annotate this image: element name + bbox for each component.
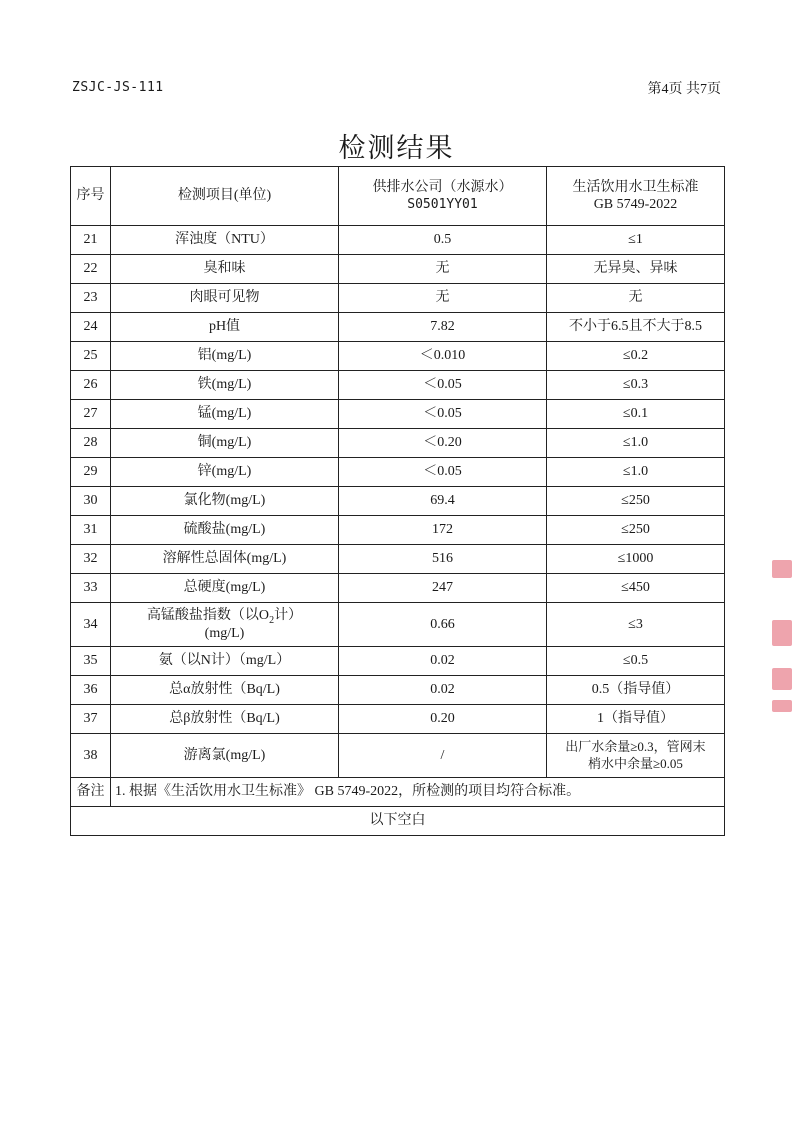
header-standard <box>547 167 725 226</box>
row-limit: ≤1000 <box>547 545 725 574</box>
row-limit: 无 <box>547 284 725 313</box>
header-item: 检测项目(单位) <box>111 167 339 226</box>
table-row <box>71 313 725 342</box>
row-number: 28 <box>71 429 111 458</box>
row-item: 氨（以N计）（mg/L） <box>111 647 339 676</box>
row-item: 总α放射性（Bq/L) <box>111 676 339 705</box>
row-result: 172 <box>339 516 547 545</box>
header-sample-id: S0501YY01 <box>407 196 478 212</box>
header-sample-name: 供排水公司（水源水） <box>372 180 513 196</box>
header-standard-name: 生活饮用水卫生标准 <box>572 179 699 195</box>
row-item: 游离氯(mg/L) <box>111 734 339 778</box>
table-row <box>71 429 725 458</box>
row-number: 36 <box>71 676 111 705</box>
row-result: 0.02 <box>339 647 547 676</box>
row-limit: ≤0.1 <box>547 400 725 429</box>
row-number: 38 <box>71 734 111 778</box>
row-item: 肉眼可见物 <box>111 284 339 313</box>
row-limit: ≤3 <box>547 603 725 647</box>
table-row <box>71 371 725 400</box>
row-item: pH值 <box>111 313 339 342</box>
row-limit: ≤1 <box>547 226 725 255</box>
row-number: 23 <box>71 284 111 313</box>
results-table <box>70 166 725 836</box>
row-item <box>111 603 339 647</box>
table-row <box>71 603 725 647</box>
row-item: 臭和味 <box>111 255 339 284</box>
row-number: 27 <box>71 400 111 429</box>
row-limit: ≤0.3 <box>547 371 725 400</box>
table-row <box>71 284 725 313</box>
note-label: 备注 <box>71 778 111 807</box>
row-item-subscript: 2 <box>269 614 275 626</box>
row-number: 24 <box>71 313 111 342</box>
table-row <box>71 516 725 545</box>
row-limit: ≤1.0 <box>547 429 725 458</box>
table-header-row <box>71 167 725 226</box>
row-limit: 1（指导值） <box>547 705 725 734</box>
row-result: 0.66 <box>339 603 547 647</box>
row-number: 37 <box>71 705 111 734</box>
row-result: 无 <box>339 255 547 284</box>
document-code: ZSJC-JS-111 <box>72 80 164 95</box>
row-limit: ≤250 <box>547 487 725 516</box>
row-limit: 0.5（指导值） <box>547 676 725 705</box>
note-text: 1. 根据《生活饮用水卫生标准》 GB 5749-2022，所检测的项目均符合标准。 <box>111 778 725 807</box>
row-number: 35 <box>71 647 111 676</box>
row-result: ＜0.05 <box>339 458 547 487</box>
table-row <box>71 255 725 284</box>
row-result: 0.02 <box>339 676 547 705</box>
row-item: 浑浊度（NTU） <box>111 226 339 255</box>
row-item: 溶解性总固体(mg/L) <box>111 545 339 574</box>
row-item-line1 <box>115 607 334 625</box>
row-number: 30 <box>71 487 111 516</box>
row-limit: ≤250 <box>547 516 725 545</box>
row-limit: ≤0.5 <box>547 647 725 676</box>
row-result: 7.82 <box>339 313 547 342</box>
blank-row <box>71 807 725 836</box>
page-number: 第4页 共7页 <box>647 82 721 97</box>
row-limit <box>547 734 725 778</box>
row-item: 总β放射性（Bq/L) <box>111 705 339 734</box>
table-row <box>71 400 725 429</box>
header-no: 序号 <box>71 167 111 226</box>
row-result: / <box>339 734 547 778</box>
table-row <box>71 487 725 516</box>
row-number: 26 <box>71 371 111 400</box>
stamp-fragment <box>772 700 792 712</box>
table-row <box>71 342 725 371</box>
table-row <box>71 676 725 705</box>
row-limit: 不小于6.5且不大于8.5 <box>547 313 725 342</box>
table-row <box>71 647 725 676</box>
stamp-fragment <box>772 620 792 646</box>
stamp-fragment <box>772 668 792 690</box>
row-item: 锰(mg/L) <box>111 400 339 429</box>
row-result: 无 <box>339 284 547 313</box>
row-item: 总硬度(mg/L) <box>111 574 339 603</box>
row-result: ＜0.05 <box>339 371 547 400</box>
row-limit: 无异臭、异味 <box>547 255 725 284</box>
row-result: ＜0.010 <box>339 342 547 371</box>
header-sample <box>339 167 547 226</box>
row-number: 33 <box>71 574 111 603</box>
row-limit: ≤450 <box>547 574 725 603</box>
table-row <box>71 705 725 734</box>
row-number: 31 <box>71 516 111 545</box>
table-row <box>71 458 725 487</box>
row-item: 铁(mg/L) <box>111 371 339 400</box>
row-result: 247 <box>339 574 547 603</box>
row-result: ＜0.20 <box>339 429 547 458</box>
row-item: 硫酸盐(mg/L) <box>111 516 339 545</box>
row-number: 29 <box>71 458 111 487</box>
row-limit-line1: 出厂水余量≥0.3，管网末 <box>565 739 706 755</box>
row-result: 516 <box>339 545 547 574</box>
row-item-text: 计） <box>274 608 303 623</box>
header-standard-code: GB 5749-2022 <box>593 197 678 212</box>
page-title: 检测结果 <box>338 133 455 164</box>
stamp-fragment <box>772 560 792 578</box>
row-number: 32 <box>71 545 111 574</box>
row-limit: ≤1.0 <box>547 458 725 487</box>
row-item: 锌(mg/L) <box>111 458 339 487</box>
row-number: 34 <box>71 603 111 647</box>
blank-text: 以下空白 <box>71 807 725 836</box>
row-item-text: 高锰酸盐指数（以O <box>146 608 270 623</box>
row-number: 25 <box>71 342 111 371</box>
row-item: 铜(mg/L) <box>111 429 339 458</box>
row-limit: ≤0.2 <box>547 342 725 371</box>
row-result: 69.4 <box>339 487 547 516</box>
row-number: 21 <box>71 226 111 255</box>
row-item-line2: (mg/L) <box>204 625 245 641</box>
row-number: 22 <box>71 255 111 284</box>
table-row <box>71 545 725 574</box>
row-result: ＜0.05 <box>339 400 547 429</box>
table-row <box>71 226 725 255</box>
row-result: 0.20 <box>339 705 547 734</box>
row-item: 铝(mg/L) <box>111 342 339 371</box>
row-limit-line2: 梢水中余量≥0.05 <box>588 755 683 771</box>
row-item: 氯化物(mg/L) <box>111 487 339 516</box>
table-row <box>71 574 725 603</box>
table-row <box>71 734 725 778</box>
row-result: 0.5 <box>339 226 547 255</box>
note-row <box>71 778 725 807</box>
